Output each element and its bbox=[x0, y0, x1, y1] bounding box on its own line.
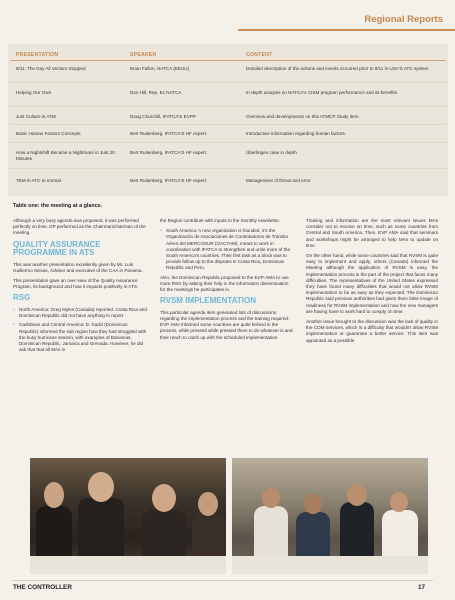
cell-content: Überlingen case in depth bbox=[246, 150, 297, 155]
paragraph: This was another presentation excellently given by Mr. Luis Guillermo Seixas, Advisor and executive of the CAA in Panama. bbox=[13, 261, 143, 273]
cell-speaker: Bert Ruitenberg, IFATCA'S HF expert. bbox=[130, 131, 208, 136]
section-heading: RSG bbox=[13, 293, 31, 303]
cell-speaker: Doug Churchill, IFATCA'S EVPP bbox=[130, 114, 196, 119]
row-divider bbox=[10, 82, 446, 83]
intro-paragraph: Although a very busy agenda was proposed, it was performed perfectly on time. DP performed as the Chairman/chairman of the meeting. bbox=[13, 218, 146, 236]
cell-presentation: Helping Our Own bbox=[16, 90, 52, 95]
cell-content: Introductive information regarding human factors. bbox=[246, 131, 347, 136]
cell-speaker: Bert Ruitenberg, IFATCA'S HF expert. bbox=[130, 150, 208, 155]
cell-content: In depth analysis on NATCA's CISM program performance and its benefits. bbox=[246, 90, 399, 95]
cell-content: Detailed description of the actions and events occurred prior to 9/11 in USA'S ATC system bbox=[246, 66, 429, 71]
column-header-speaker: SPEAKER bbox=[130, 52, 157, 58]
column-header-presentation: PRESENTATION bbox=[16, 52, 59, 58]
cell-presentation: 9/11: The Day All Vectors Stopped bbox=[16, 66, 86, 71]
column-right bbox=[306, 218, 438, 348]
cell-speaker: Brian Fallon, NATCA (EEUU) bbox=[130, 66, 190, 71]
paragraph: Training and information are the most relevant issues MAs consider not to receive on time, such as some countries from Central and South America. Then, EVP AMA said that seminars and workshops might be arranged to help MAs to update on time. bbox=[306, 218, 438, 248]
page-number: 17 bbox=[418, 584, 426, 591]
section-heading: RVSM IMPLEMENTATION bbox=[160, 296, 256, 306]
paragraph: This presentation gave an over view of the Quality Assurance Program, its background and how it impacts positively in ATS. bbox=[13, 278, 139, 290]
cell-presentation: TEM in ATC In normal bbox=[16, 178, 61, 183]
cell-content: Management of threat and error bbox=[246, 178, 311, 183]
column-left bbox=[13, 218, 148, 356]
bullet-item: • South America: A new organization is founded, it's the Organización de Asociaciones de Controladores de Tránsito Aéreo del MERCOSUR (OACTAM), meant to work in coordination with IFATCA to strengthen and unite more of the South America's countries. Their first task as a block was to provide follow up to the disputes in Costa Rica, Dominican Republic and Peru. bbox=[160, 228, 293, 271]
row-divider bbox=[10, 142, 446, 143]
header-rule bbox=[238, 29, 455, 31]
cell-presentation: Just Culture in ATM bbox=[16, 114, 56, 119]
cell-content: Overview and developments on this ATMCP Study item. bbox=[246, 114, 360, 119]
magazine-title: THE CONTROLLER bbox=[13, 584, 72, 591]
footer-rule bbox=[13, 580, 433, 581]
bullet-item: • Caribbean and Central America: D. Kadzi (Dominican Republic) informed the sub region how they had struggled with the busy hurricane season, with examples of Bahamas, Dominican Republic, Jamaica and Grenada. However, he did ask that that all MAs in bbox=[13, 322, 148, 353]
row-divider bbox=[10, 168, 446, 169]
meeting-photo-right bbox=[232, 458, 428, 574]
meeting-photo-left bbox=[30, 458, 226, 574]
column-header-content: CONTENT bbox=[246, 52, 273, 58]
row-divider bbox=[10, 124, 446, 125]
bullet-item: • North America: Greg Myles (Canada) reported. Costa Rica and Dominican Republic did not have anything to report. bbox=[13, 307, 148, 319]
row-divider bbox=[10, 106, 446, 107]
paragraph: Also, the Dominican Republic proposed to the EVP-AMA to use more RSG by asking their help in the information dissemination for the meetings he participates in. bbox=[160, 274, 289, 293]
paragraph: On the other hand, while some countries said that RVSM is quite easy to implement and apply, others (Canada) informed the Meeting although the application of RVSM is easy, the implementation process is the part of the project that faces many difficulties. The representatives of the United States expressed they have found many difficulties that would not allow RVSM implementation to be as easy as they expected. The Dominican Republic said previous authorities had given them false image of readiness for RVSM implementation and now the new managers are having have to work hard to comply on time. bbox=[306, 253, 438, 314]
section-heading: QUALITY ASSURANCE PROGRAMME IN ATS bbox=[13, 239, 101, 258]
paragraph: This particular agenda item generated lots of discussions, regarding the implementation process and the training required. EVP AMA informed some countries are quite behind in the process, while pressed while pressed them to do whatever is and their reach to catch up with the scheduled implementation. bbox=[160, 309, 293, 340]
column-middle bbox=[160, 218, 293, 345]
paragraph: Another issue brought to the discussion was the lack of quality in the COM services, which is a difficulty that wouldn't allow RVSM implementation or guarantee a better service. This item was appointed as a possible bbox=[306, 319, 438, 343]
cell-presentation: How a Nightshift Became a Nightmare in Just 20 Minutes bbox=[16, 150, 115, 161]
cell-speaker: Don Hill, Rep. Ex NATCA bbox=[130, 90, 182, 95]
paragraph: the Region contribute with inputs to the monthly newsletter. bbox=[160, 218, 281, 223]
table-caption: Table one: the meeting at a glance. bbox=[13, 203, 103, 209]
header-rule bbox=[10, 60, 446, 61]
section-title: Regional Reports bbox=[364, 14, 443, 25]
cell-presentation: Basic Human Factors Concepts bbox=[16, 131, 81, 136]
cell-speaker: Bert Ruitenberg, IFATCA'S HF expert. bbox=[130, 178, 208, 183]
